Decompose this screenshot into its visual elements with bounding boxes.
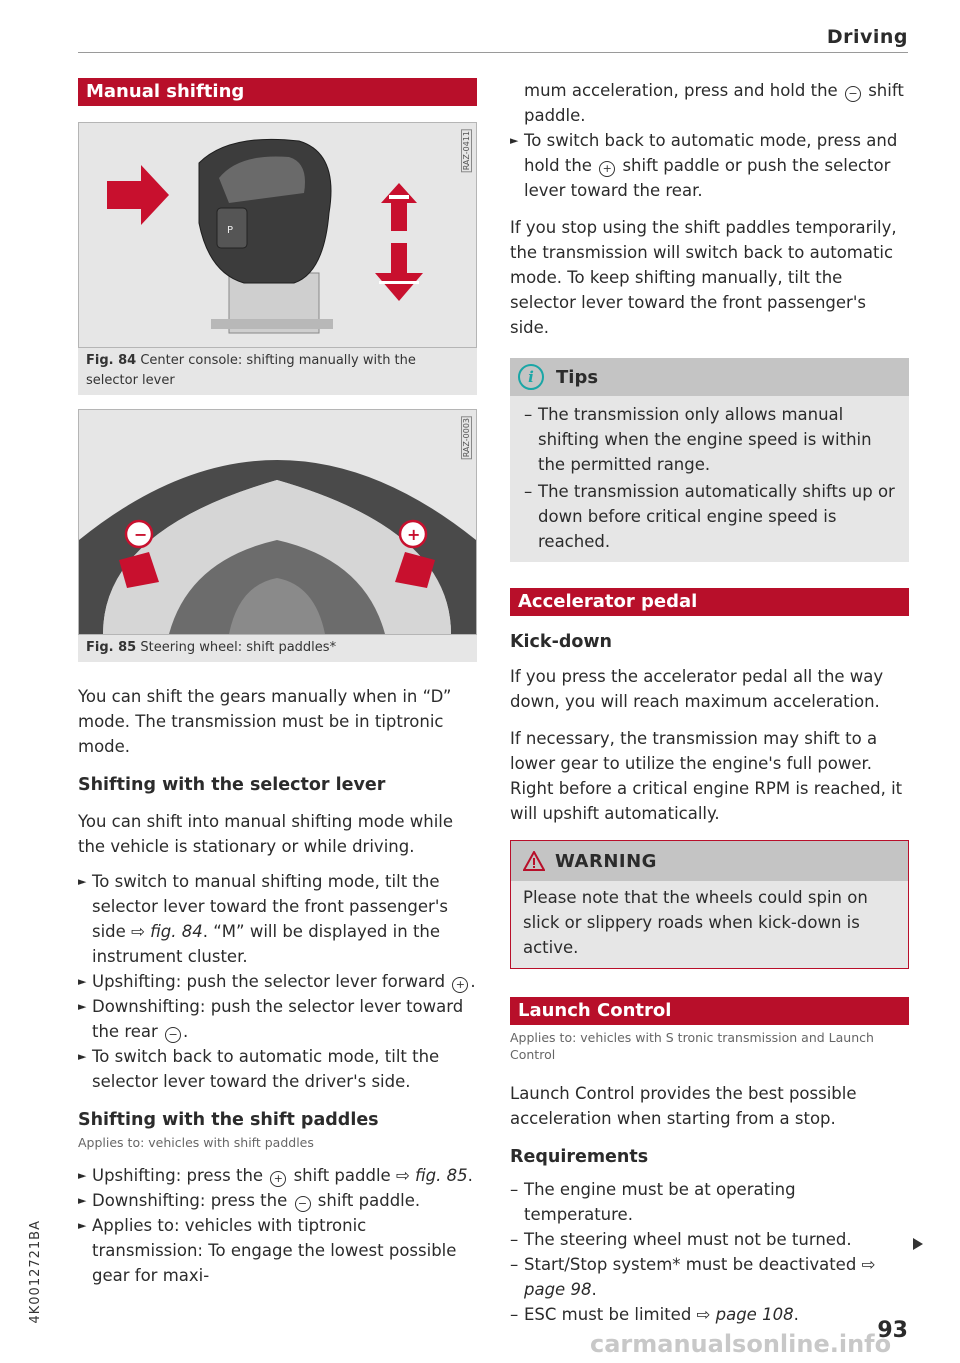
section-title-accelerator: Accelerator pedal [510, 588, 909, 616]
figure-link[interactable]: ⇨ fig. 85 [395, 1166, 468, 1185]
applies-note: Applies to: vehicles with shift paddles [78, 1135, 314, 1150]
list-item: ► Upshifting: press the + shift paddle ⇨ fig. 85. [78, 1166, 473, 1185]
continued-list-item: mum acceleration, press and hold the − shift paddle. [524, 81, 904, 125]
paragraph: Launch Control provides the best possible acceleration when starting from a stop. [510, 1084, 857, 1128]
plus-icon: + [599, 161, 615, 177]
arrow-right-icon [107, 165, 169, 225]
warning-header [511, 841, 908, 881]
svg-text:−: − [134, 525, 148, 544]
continue-arrow-icon [913, 1238, 923, 1250]
figure-code: RAZ-0411 [462, 131, 471, 171]
warning-triangle-icon [523, 851, 545, 871]
page-number: 93 [877, 1318, 908, 1343]
figure-85 [78, 409, 477, 635]
figure-number: Fig. 84 [86, 353, 137, 368]
arrow-up-icon [381, 183, 417, 231]
list-item: ► To switch back to automatic mode, press and hold the + shift paddle or push the selector lever toward the rear. [510, 131, 898, 200]
figure-link[interactable]: ⇨ fig. 84 [131, 922, 203, 941]
minus-icon: − [165, 1027, 181, 1043]
list-item: ► To switch to manual shifting mode, tilt the selector lever toward the front passenger's side ⇨ fig. 84. “M” will be displayed in the instrument cluster. [78, 872, 448, 966]
running-header: Driving [826, 26, 908, 48]
warning-label: WARNING [555, 850, 657, 872]
knob-label: P [227, 225, 234, 236]
list-item: – ESC must be limited ⇨ page 108. [510, 1305, 799, 1324]
figure-84 [78, 122, 477, 348]
warning-text: Please note that the wheels could spin on slick or slippery roads when kick-down is active. [523, 888, 868, 957]
warning-box [510, 840, 909, 969]
caption-text: Center console: shifting manually with the selector lever [86, 353, 416, 388]
figure-84-caption [78, 348, 477, 395]
list-item: – The engine must be at operating temperature. [510, 1180, 796, 1224]
section-title-launch-control: Launch Control [510, 997, 909, 1025]
applies-note: Applies to: vehicles with S tronic transmission and Launch Control [510, 1030, 874, 1062]
tip-item: – The transmission automatically shifts up or down before critical engine speed is reached. [524, 482, 895, 551]
list-item: ► Applies to: vehicles with tiptronic transmission: To engage the lowest possible gear for maxi- [78, 1216, 457, 1285]
arrow-down-icon [375, 243, 423, 301]
section-title-manual-shifting: Manual shifting [78, 78, 477, 106]
tips-box [510, 358, 909, 562]
heading-shift-paddles: Shifting with the shift paddles [78, 1110, 379, 1130]
plus-icon: + [452, 977, 468, 993]
tips-label: Tips [556, 366, 599, 388]
list-item: ► Downshifting: press the − shift paddle. [78, 1191, 421, 1210]
list-item: ► Upshifting: push the selector lever forward + . [78, 972, 476, 991]
figure-code: RAZ-0003 [462, 418, 471, 458]
left-column [78, 78, 477, 1288]
steering-wheel-illustration [79, 410, 476, 634]
info-icon: i [518, 364, 544, 390]
list-item: ► To switch back to automatic mode, tilt the selector lever toward the driver's side. [78, 1047, 440, 1091]
minus-icon: − [845, 86, 861, 102]
page-link[interactable]: ⇨ page 98 [524, 1255, 876, 1299]
intro-paragraph: You can shift the gears manually when in “D” mode. The transmission must be in tiptronic mode. [78, 687, 452, 756]
list-item: – Start/Stop system* must be deactivated ⇨ page 98. [510, 1255, 876, 1299]
heading-selector-lever: Shifting with the selector lever [78, 775, 386, 795]
tip-item: – The transmission only allows manual shifting when the engine speed is within the permitted range. [524, 405, 872, 474]
heading-kick-down: Kick-down [510, 632, 613, 652]
paragraph: If you press the accelerator pedal all the way down, you will reach maximum acceleration. [510, 667, 884, 711]
list-item: – The steering wheel must not be turned. [510, 1230, 852, 1249]
tips-header [510, 358, 909, 396]
header-rule [78, 52, 908, 53]
plus-icon: + [270, 1171, 286, 1187]
selector-lever-illustration [79, 123, 476, 347]
watermark: carmanualsonline.info [590, 1330, 892, 1358]
figure-85-caption [78, 635, 477, 662]
paragraph: You can shift into manual shifting mode while the vehicle is stationary or while driving. [78, 812, 454, 856]
heading-requirements: Requirements [510, 1147, 649, 1167]
right-column [510, 78, 909, 1327]
caption-text: Steering wheel: shift paddles* [140, 640, 337, 655]
document-code: 4K0012721BA [28, 1220, 43, 1324]
page-link[interactable]: ⇨ page 108 [696, 1305, 794, 1324]
paragraph: If necessary, the transmission may shift to a lower gear to utilize the engine's full power. Right before a critical engine RPM is reached, it will upshift automatically. [510, 729, 903, 823]
figure-number: Fig. 85 [86, 640, 137, 655]
minus-icon: − [295, 1196, 311, 1212]
svg-text:+: + [407, 525, 421, 544]
paragraph: If you stop using the shift paddles temporarily, the transmission will switch back to automatic mode. To keep shifting manually, tilt the selector lever toward the front passenger's side. [510, 218, 897, 337]
list-item: ► Downshifting: push the selector lever toward the rear − . [78, 997, 464, 1041]
